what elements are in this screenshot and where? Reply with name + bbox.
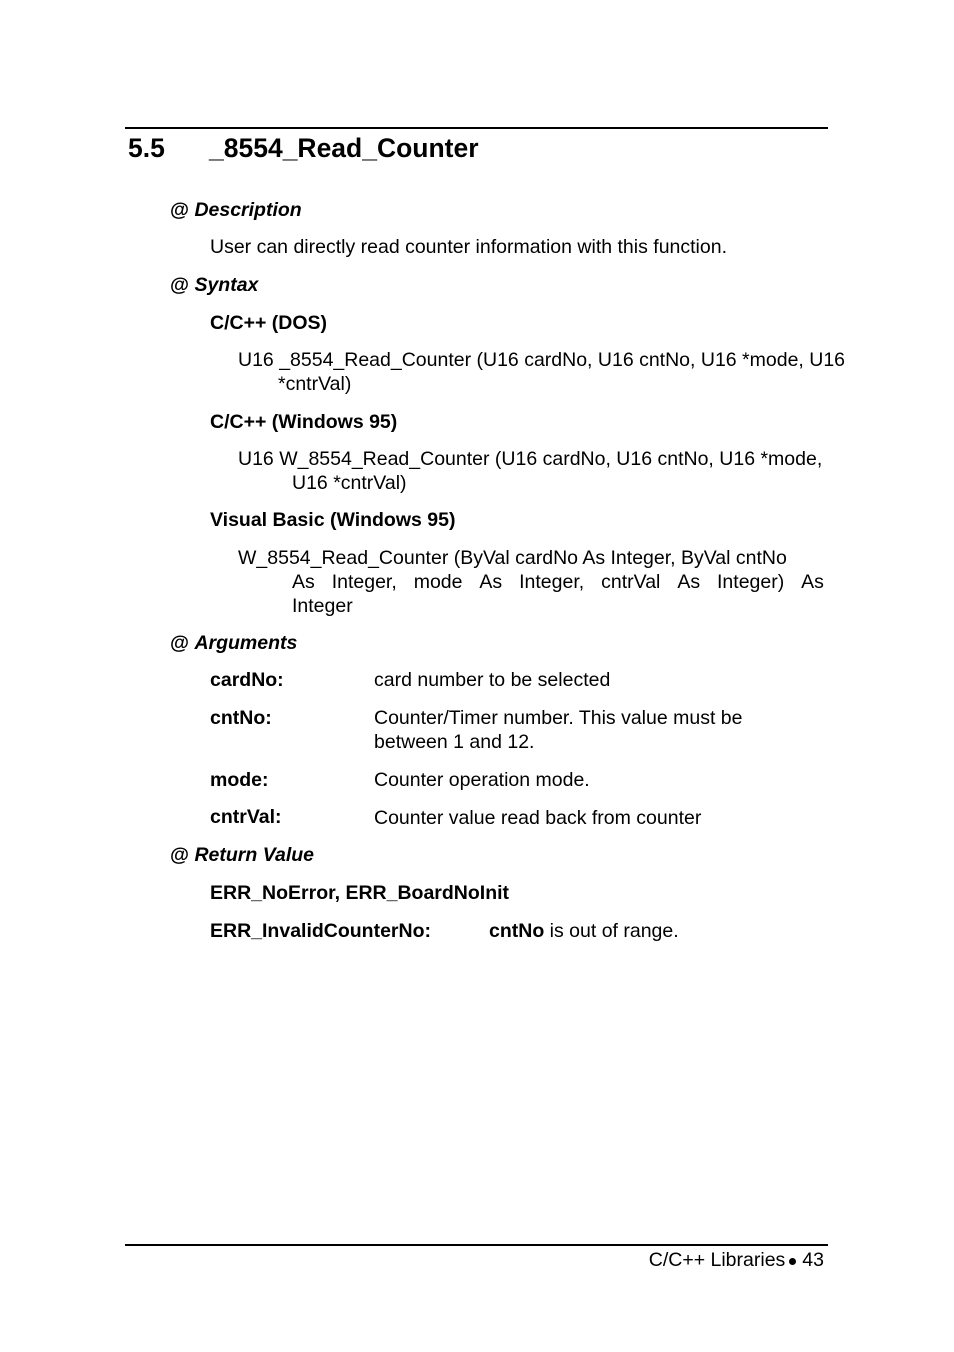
- return-error-code: ERR_InvalidCounterNo:: [210, 920, 432, 942]
- at-sign: @: [170, 199, 190, 221]
- section-number: 5.5: [128, 133, 165, 163]
- return-error-desc: [489, 920, 679, 943]
- bullet-icon: [789, 1258, 796, 1265]
- argument-desc-cont: between 1 and 12.: [374, 731, 535, 753]
- return-codes-line: ERR_NoError, ERR_BoardNoInit: [210, 882, 510, 904]
- syntax-vb-title: Visual Basic (Windows 95): [210, 509, 456, 531]
- vb-word: As: [677, 571, 701, 593]
- return-error-text: is out of range.: [544, 920, 679, 942]
- syntax-dos-title: C/C++ (DOS): [210, 312, 328, 334]
- syntax-dos-line1: U16 _8554_Read_Counter (U16 cardNo, U16 cntNo, U16 *mode, U16: [238, 349, 846, 371]
- description-text: User can directly read counter information with this function.: [210, 236, 727, 258]
- return-error-param: cntNo: [489, 920, 545, 942]
- footer-page-number: 43: [802, 1249, 824, 1271]
- at-sign: @: [170, 632, 190, 654]
- page-footer: [649, 1249, 824, 1272]
- syntax-win95-line1: U16 W_8554_Read_Counter (U16 cardNo, U16 cntNo, U16 *mode,: [238, 448, 823, 470]
- vb-word: Integer,: [331, 571, 397, 593]
- argument-desc: card number to be selected: [374, 669, 611, 691]
- syntax-win95-line2: U16 *cntrVal): [292, 472, 407, 494]
- argument-desc: Counter/Timer number. This value must be: [374, 707, 743, 729]
- at-sign: @: [170, 844, 190, 866]
- footer-section: C/C++ Libraries: [648, 1249, 786, 1271]
- syntax-dos-line2: *cntrVal): [278, 373, 352, 395]
- argument-name: cntrVal:: [210, 806, 282, 828]
- syntax-win95-title: C/C++ (Windows 95): [210, 411, 398, 433]
- header-rule: [125, 127, 828, 129]
- return-value-label: Return Value: [194, 844, 314, 866]
- syntax-label: Syntax: [194, 274, 259, 296]
- vb-word: mode: [413, 571, 463, 593]
- syntax-vb-line3: Integer: [292, 595, 353, 617]
- vb-word: As: [292, 571, 315, 593]
- syntax-vb-line1: W_8554_Read_Counter (ByVal cardNo As Integer, ByVal cntNo: [238, 547, 787, 569]
- argument-name: cntNo:: [210, 707, 272, 729]
- argument-name: cardNo:: [210, 669, 284, 691]
- syntax-vb-line2: [292, 571, 824, 594]
- return-value-heading: [170, 844, 314, 867]
- vb-word: cntrVal: [601, 571, 661, 593]
- description-label: Description: [194, 199, 302, 221]
- argument-name: mode:: [210, 769, 269, 791]
- at-sign: @: [170, 274, 190, 296]
- vb-word: As: [801, 571, 824, 593]
- vb-word: Integer,: [519, 571, 585, 593]
- vb-word: Integer): [717, 571, 785, 593]
- section-title: _8554_Read_Counter: [209, 133, 479, 163]
- syntax-heading: [170, 274, 258, 297]
- description-heading: [170, 199, 302, 222]
- vb-word: As: [479, 571, 503, 593]
- arguments-heading: [170, 632, 297, 655]
- argument-desc: Counter value read back from counter: [374, 807, 702, 829]
- footer-rule: [125, 1244, 828, 1246]
- argument-desc: Counter operation mode.: [374, 769, 590, 791]
- arguments-label: Arguments: [194, 632, 298, 654]
